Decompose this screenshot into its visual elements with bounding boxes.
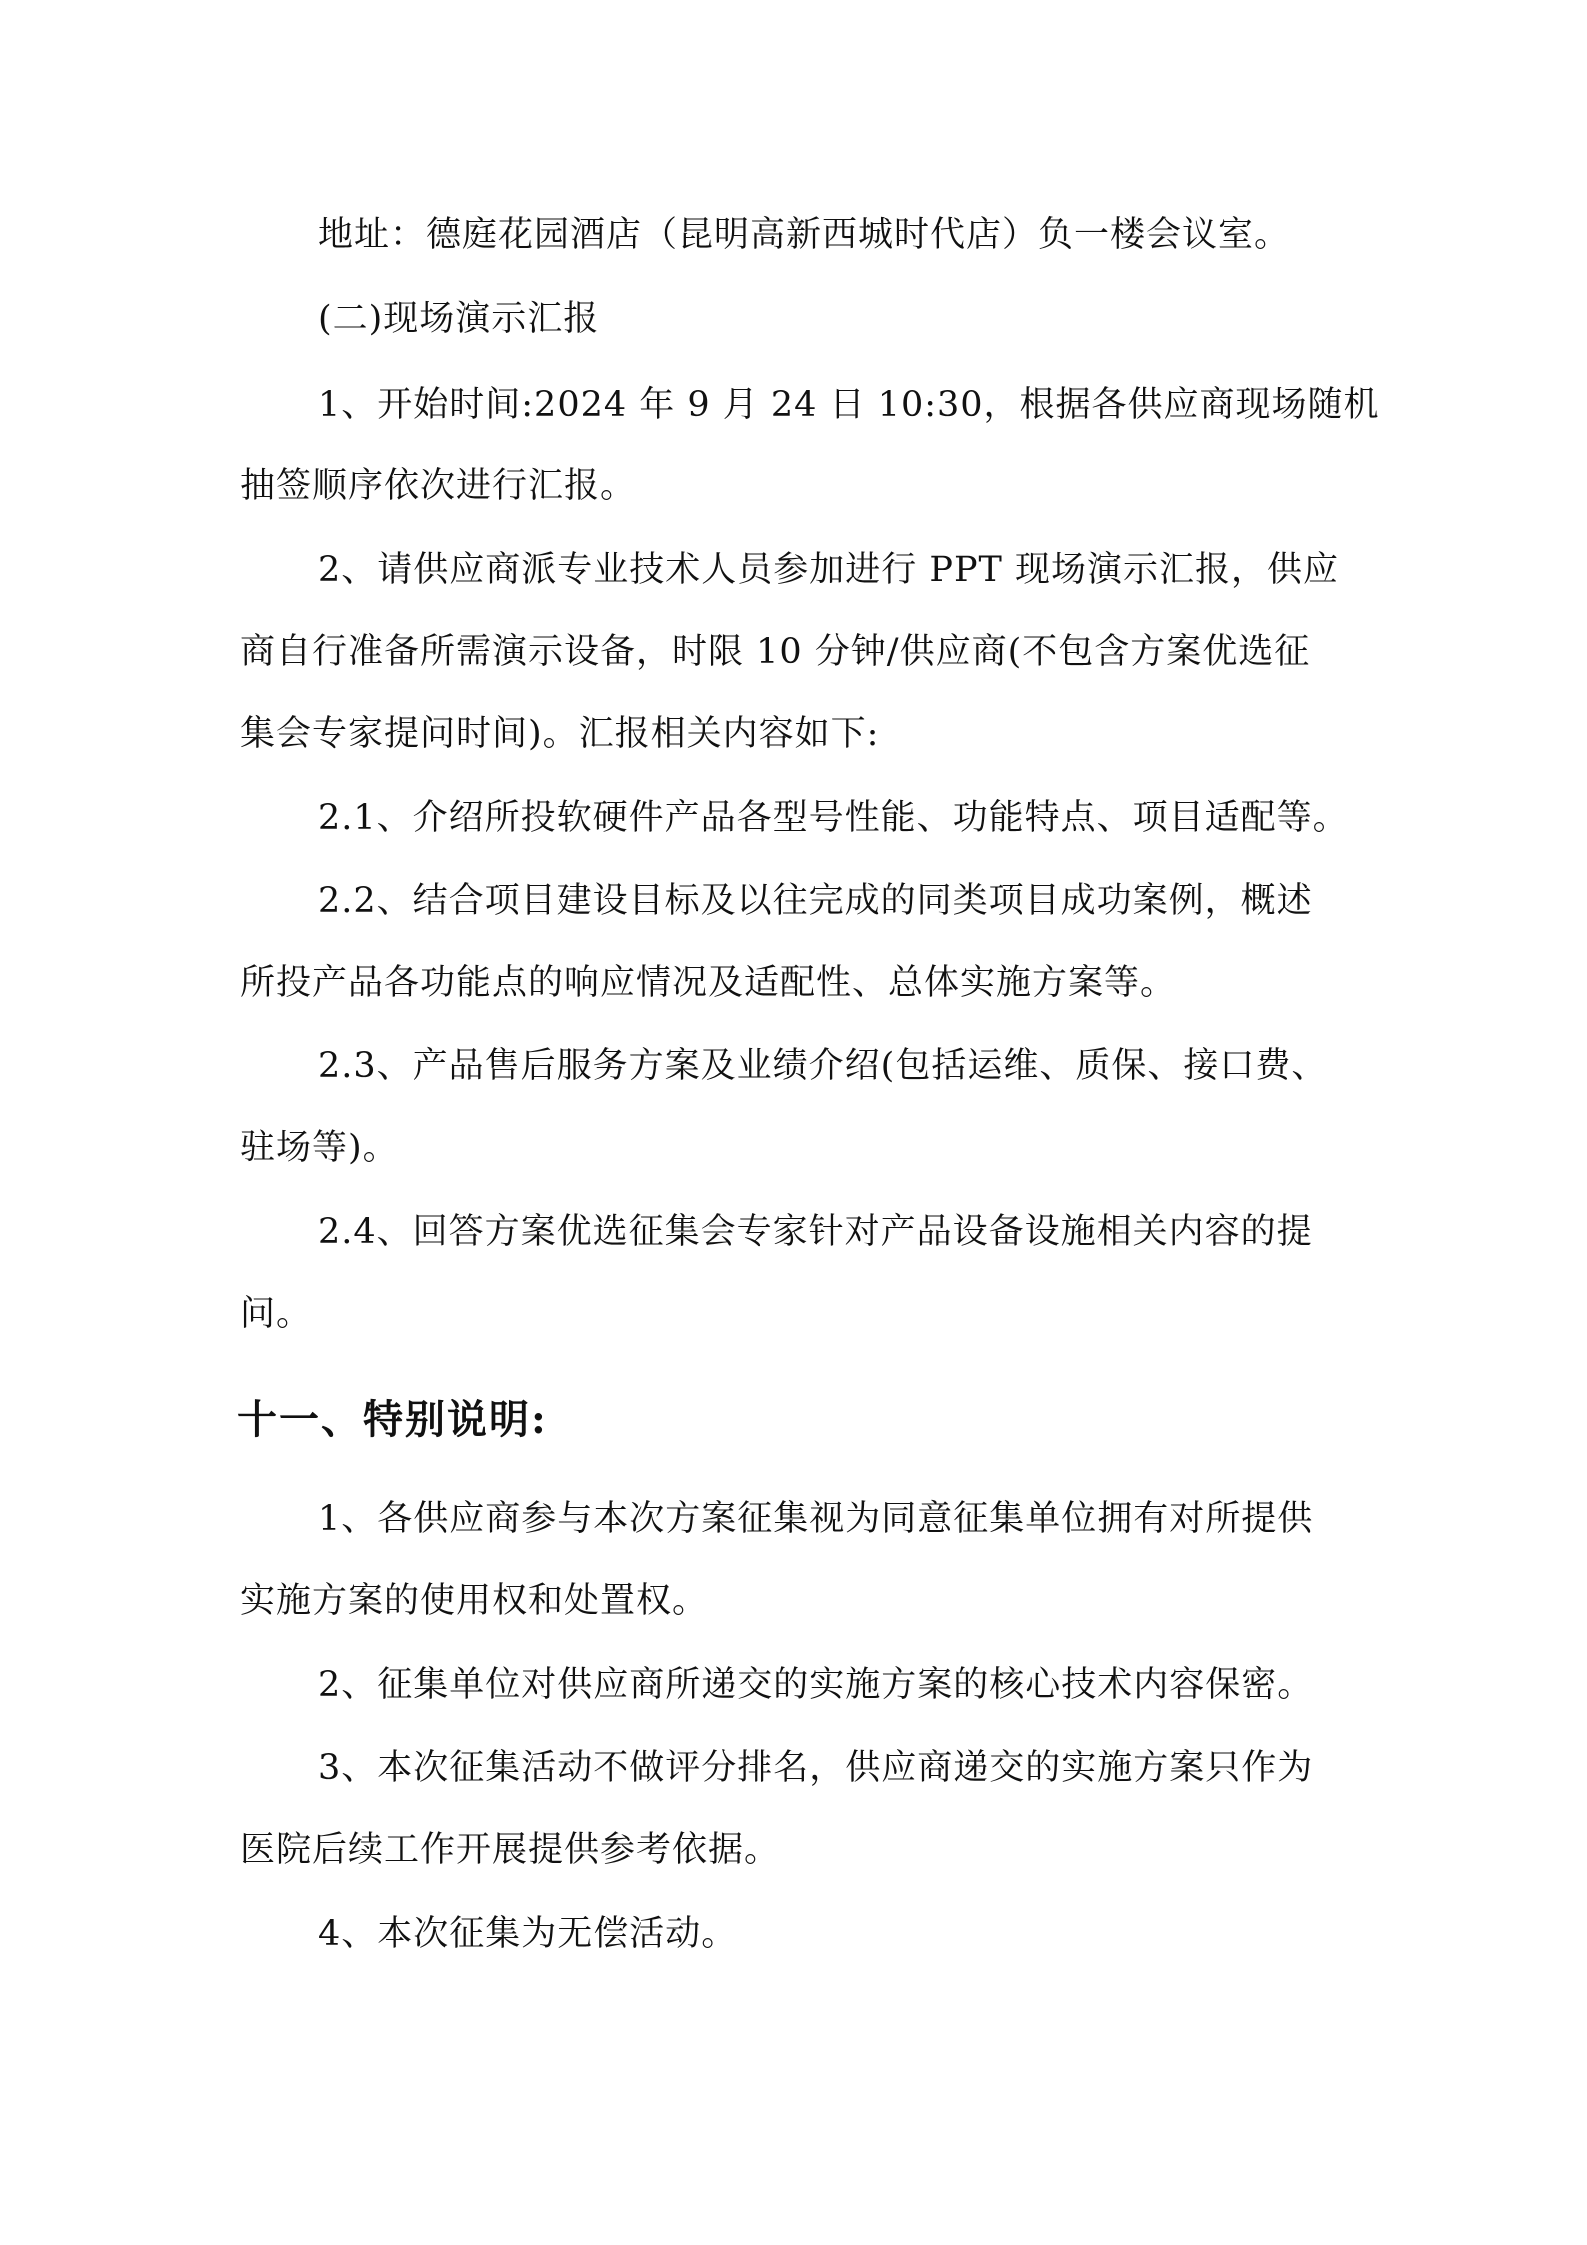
note1-line2: 实施方案的使用权和处置权。 (240, 1581, 709, 1621)
section-eleven-heading: 十一、特别说明: (237, 1396, 548, 1443)
item2-2-line2: 所投产品各功能点的响应情况及适配性、总体实施方案等。 (240, 963, 1177, 1003)
item2-4-line1: 2.4、回答方案优选征集会专家针对产品设备设施相关内容的提 (318, 1212, 1313, 1252)
item1-line1: 1、开始时间:2024 年 9 月 24 日 10:30，根据各供应商现场随机 (318, 385, 1380, 425)
note2-line: 2、征集单位对供应商所递交的实施方案的核心技术内容保密。 (318, 1665, 1314, 1705)
item2-line3: 集会专家提问时间)。汇报相关内容如下: (240, 714, 880, 754)
item2-4-line2: 问。 (240, 1294, 313, 1334)
item2-2-line1: 2.2、结合项目建设目标及以往完成的同类项目成功案例，概述 (318, 881, 1313, 921)
item2-1-line: 2.1、介绍所投软硬件产品各型号性能、功能特点、项目适配等。 (318, 798, 1349, 838)
item1-line2: 抽签顺序依次进行汇报。 (240, 466, 637, 506)
item2-3-line1: 2.3、产品售后服务方案及业绩介绍(包括运维、质保、接口费、 (318, 1046, 1328, 1086)
section-two-title: (二)现场演示汇报 (318, 299, 600, 339)
note3-line1: 3、本次征集活动不做评分排名，供应商递交的实施方案只作为 (318, 1748, 1314, 1788)
item2-line1: 2、请供应商派专业技术人员参加进行 PPT 现场演示汇报，供应 (318, 550, 1339, 590)
note1-line1: 1、各供应商参与本次方案征集视为同意征集单位拥有对所提供 (318, 1499, 1314, 1539)
note3-line2: 医院后续工作开展提供参考依据。 (240, 1830, 781, 1870)
item2-3-line2: 驻场等)。 (240, 1128, 399, 1168)
item2-line2: 商自行准备所需演示设备，时限 10 分钟/供应商(不包含方案优选征 (240, 632, 1311, 672)
address-line: 地址：德庭花园酒店（昆明高新西城时代店）负一楼会议室。 (318, 215, 1291, 255)
note4-line: 4、本次征集为无偿活动。 (318, 1914, 738, 1954)
